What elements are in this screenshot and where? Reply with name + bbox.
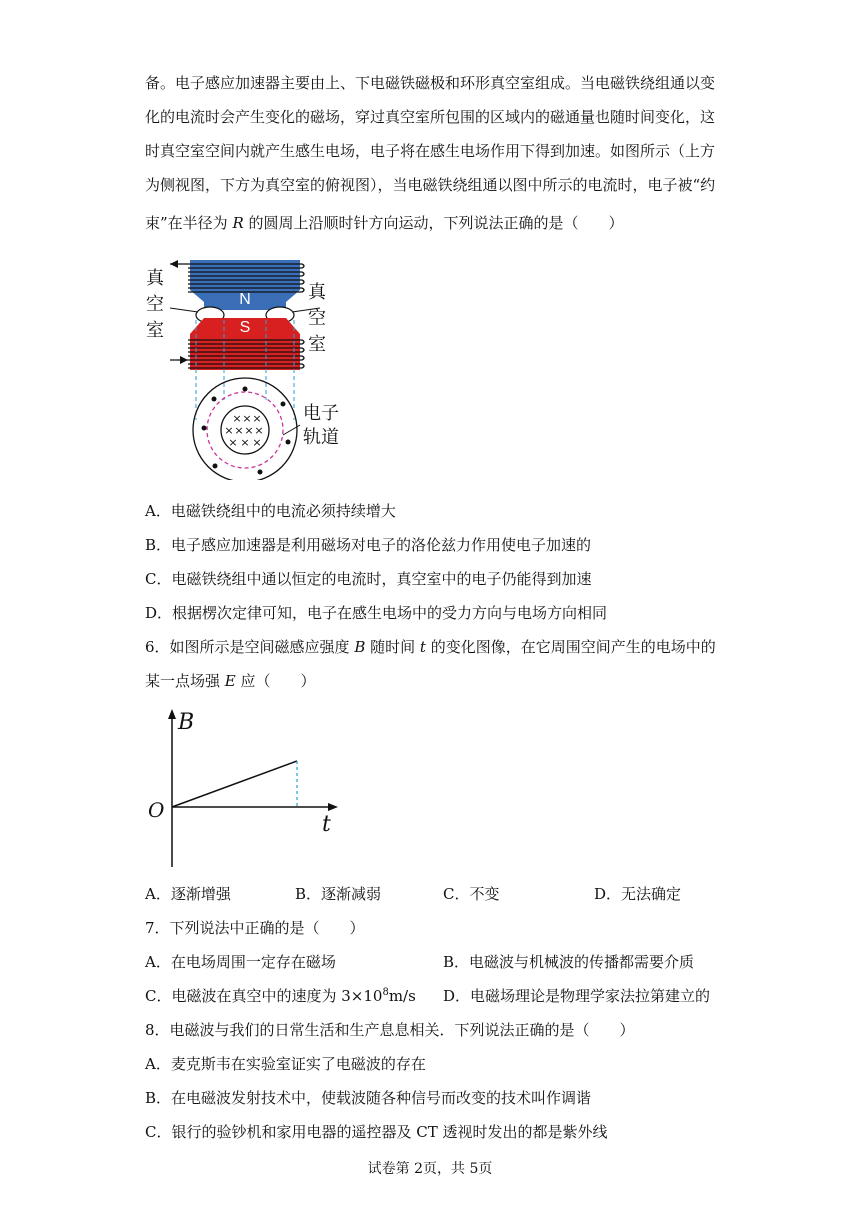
svg-text:×: × xyxy=(244,424,254,437)
svg-text:×: × xyxy=(252,436,262,449)
intro-line: 化的电流时会产生变化的磁场，穿过真空室所包围的区域内的磁通量也随时间变化，这 xyxy=(145,108,716,126)
q7-stem: 7．下列说法中正确的是（ ） xyxy=(145,919,365,937)
q6-option-c: C．不变 xyxy=(443,885,500,903)
page-footer: 试卷第 2页，共 5页 xyxy=(367,1161,493,1177)
intro-line: 束”在半径为 R 的圆周上沿顺时针方向运动，下列说法正确的是（ ） xyxy=(145,214,624,232)
svg-text:×: × xyxy=(234,424,244,437)
vacuum-chamber-label-left: 真 空 室 xyxy=(146,268,164,341)
q6-option-b: B．逐渐减弱 xyxy=(295,885,382,903)
intro-line: 备。电子感应加速器主要由上、下电磁铁磁极和环形真空室组成。当电磁铁绕组通以变 xyxy=(145,74,716,92)
q8-option-c: C．银行的验钞机和家用电器的遥控器及 CT 透视时发出的都是紫外线 xyxy=(145,1123,608,1141)
svg-text:×: × xyxy=(240,436,250,449)
pole-n-label: N xyxy=(239,291,251,308)
q6-stem-line2: 某一点场强 E 应（ ） xyxy=(145,672,316,690)
y-axis-label: B xyxy=(178,710,195,735)
intro-line: 时真空室空间内就产生感生电场，电子将在感生电场作用下得到加速。如图所示（上方 xyxy=(145,142,716,160)
top-view xyxy=(193,378,300,480)
svg-text:×: × xyxy=(228,436,238,449)
svg-text:×: × xyxy=(242,412,252,425)
q6-option-d: D．无法确定 xyxy=(594,885,682,903)
pole-s-label: S xyxy=(239,319,251,336)
q6-stem-line1: 6．如图所示是空间磁感应强度 B 随时间 t 的变化图像，在它周围空间产生的电场中的 xyxy=(145,638,716,656)
q5-option-b: B．电子感应加速器是利用磁场对电子的洛伦兹力作用使电子加速的 xyxy=(145,536,592,554)
north-magnet xyxy=(170,260,304,310)
svg-text:×: × xyxy=(254,424,264,437)
south-magnet xyxy=(170,318,304,370)
q7-option-c: C．电磁波在真空中的速度为 $3\times 10^8m/s$ xyxy=(145,987,416,1005)
origin-label: O xyxy=(148,798,165,822)
electron-orbit-label: 电子 轨道 xyxy=(303,403,339,448)
b-line xyxy=(172,761,297,807)
q7-option-d: D．电磁场理论是物理学家法拉第建立的 xyxy=(443,987,711,1005)
q7-option-b: B．电磁波与机械波的传播都需要介质 xyxy=(443,953,695,971)
x-axis-label: t xyxy=(322,812,331,837)
svg-text:×: × xyxy=(224,424,234,437)
q8-stem: 8．电磁波与我们的日常生活和生产息息相关．下列说法正确的是（ ） xyxy=(145,1021,635,1039)
q8-option-a: A．麦克斯韦在实验室证实了电磁波的存在 xyxy=(145,1055,426,1073)
vacuum-chamber-label-right: 真 空 室 xyxy=(308,282,326,355)
q5-option-d: D．根据楞次定律可知，电子在感生电场中的受力方向与电场方向相同 xyxy=(145,604,608,622)
q7-option-a: A．在电场周围一定存在磁场 xyxy=(145,953,336,971)
b-t-graph xyxy=(140,705,340,875)
intro-line: 为侧视图，下方为真空室的俯视图），当电磁铁绕组通以图中所示的电流时，电子被“约 xyxy=(145,176,716,194)
q5-option-c: C．电磁铁绕组中通以恒定的电流时，真空室中的电子仍能得到加速 xyxy=(145,570,592,588)
q8-option-b: B．在电磁波发射技术中，使载波随各种信号而改变的技术叫作调谐 xyxy=(145,1089,592,1107)
svg-text:×: × xyxy=(252,412,262,425)
q5-option-a: A．电磁铁绕组中的电流必须持续增大 xyxy=(145,502,396,520)
svg-text:×: × xyxy=(232,412,242,425)
q6-option-a: A．逐渐增强 xyxy=(145,885,231,903)
